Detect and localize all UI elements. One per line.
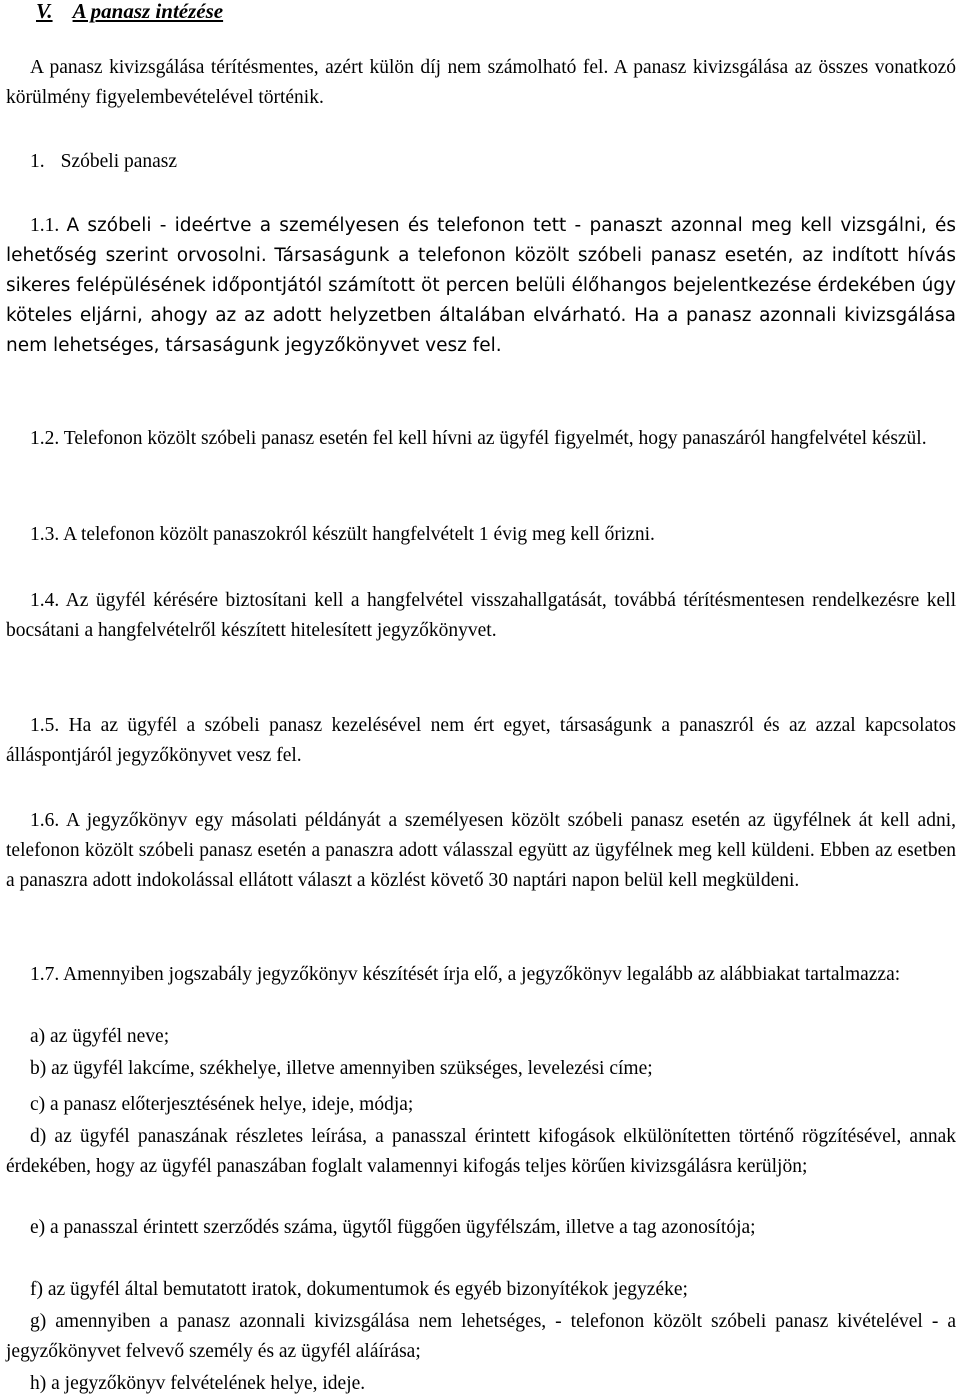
chapter-title: A panasz intézése [72, 0, 224, 23]
paragraph-1-4 [6, 586, 956, 646]
list-item-c: c) a panasz előterjesztésének helye, ideje, módja; [30, 1094, 414, 1115]
list-item-d: d) az ügyfél panaszának részletes leírása, a panasszal érintett kifogások elkülönítetten történő rögzítésével, annak érdekében, hogy az ügyfél panaszában foglalt valamennyi kifogás teljes körűen kivizsgálásra kerüljön; [6, 1126, 956, 1177]
paragraph-text: A jegyzőkönyv egy másolati példányát a személyesen közölt szóbeli panasz esetén az ügyfélnek át kell adni, telefonon közölt szóbeli panasz esetén a panaszra adott válasszal együtt az ügyfélnek meg kell küldeni. Ebben az esetben a panaszra adott indokolással ellátott választ a közlést követő 30 naptári napon belül kell megküldeni. [6, 810, 956, 891]
paragraph-1-1 [6, 211, 956, 361]
list-item-e: e) a panasszal érintett szerződés száma, ügytől függően ügyfélszám, illetve a tag azonosítója; [30, 1217, 756, 1238]
intro-paragraph: A panasz kivizsgálása térítésmentes, azért külön díj nem számolható fel. A panasz kivizsgálása az összes vonatkozó körülmény figyelembevételével történik. [6, 57, 956, 108]
paragraph-number: 1.3. [30, 524, 60, 545]
list-item-g: g) amennyiben a panasz azonnali kivizsgálása nem lehetséges, - telefonon közölt szóbeli panasz kivételével - a jegyzőkönyvet felvevő személy és az ügyfél aláírása; [6, 1311, 956, 1362]
section-title: Szóbeli panasz [60, 151, 178, 172]
paragraph-number: 1.7. [30, 964, 60, 985]
chapter-number: V. [36, 0, 53, 23]
paragraph-text-a: A szóbeli - ideértve a személyesen és telefonon tett - panaszt azonnal meg kell vizsgálni, és lehetőség szerint orvosolni. [6, 215, 957, 266]
paragraph-number: 1.1. [30, 215, 60, 236]
list-item-a: a) az ügyfél neve; [30, 1026, 170, 1047]
paragraph-1-3 [6, 520, 956, 550]
paragraph-1-7 [6, 960, 956, 990]
paragraph-1-6 [6, 806, 956, 896]
list-item-h: h) a jegyzőkönyv felvételének helye, ideje. [30, 1373, 366, 1394]
paragraph-text: Ha az ügyfél a szóbeli panasz kezelésével nem ért egyet, társaságunk a panaszról és az azzal kapcsolatos álláspontjáról jegyzőkönyvet vesz fel. [6, 715, 956, 766]
paragraph-number: 1.2. [30, 428, 60, 449]
paragraph-text: Telefonon közölt szóbeli panasz esetén fel kell hívni az ügyfél figyelmét, hogy panaszáról hangfelvétel készül. [63, 428, 927, 449]
paragraph-1-5 [6, 711, 956, 771]
paragraph-text: A telefonon közölt panaszokról készült hangfelvételt 1 évig meg kell őrizni. [63, 524, 655, 545]
paragraph-text-b: Társaságunk a telefonon közölt szóbeli panasz esetén, az indított hívás sikeres felépülésének időpontjától számított öt percen belüli élőhangos bejelentkezése érdekében úgy köteles eljárni, ahogy az az adott helyzetben általában elvárható. Ha a panasz azonnali kivizsgálása nem lehetséges, társaságunk jegyzőkönyvet vesz fel. [6, 245, 956, 356]
section-heading [30, 147, 177, 177]
paragraph-number: 1.5. [30, 715, 60, 736]
chapter-heading [36, 0, 223, 24]
section-number: 1. [30, 151, 45, 172]
paragraph-1-2 [6, 424, 956, 454]
paragraph-text: Az ügyfél kérésére biztosítani kell a hangfelvétel visszahallgatását, továbbá térítésmentesen rendelkezésre kell bocsátani a hangfelvételről készített hitelesített jegyzőkönyvet. [6, 590, 956, 641]
list-item-f: f) az ügyfél által bemutatott iratok, dokumentumok és egyéb bizonyítékok jegyzéke; [30, 1279, 688, 1300]
paragraph-number: 1.4. [30, 590, 60, 611]
paragraph-number: 1.6. [30, 810, 60, 831]
list-item-b: b) az ügyfél lakcíme, székhelye, illetve amennyiben szükséges, levelezési címe; [30, 1058, 653, 1079]
paragraph-text: Amennyiben jogszabály jegyzőkönyv készítését írja elő, a jegyzőkönyv legalább az alábbiakat tartalmazza: [63, 964, 901, 985]
